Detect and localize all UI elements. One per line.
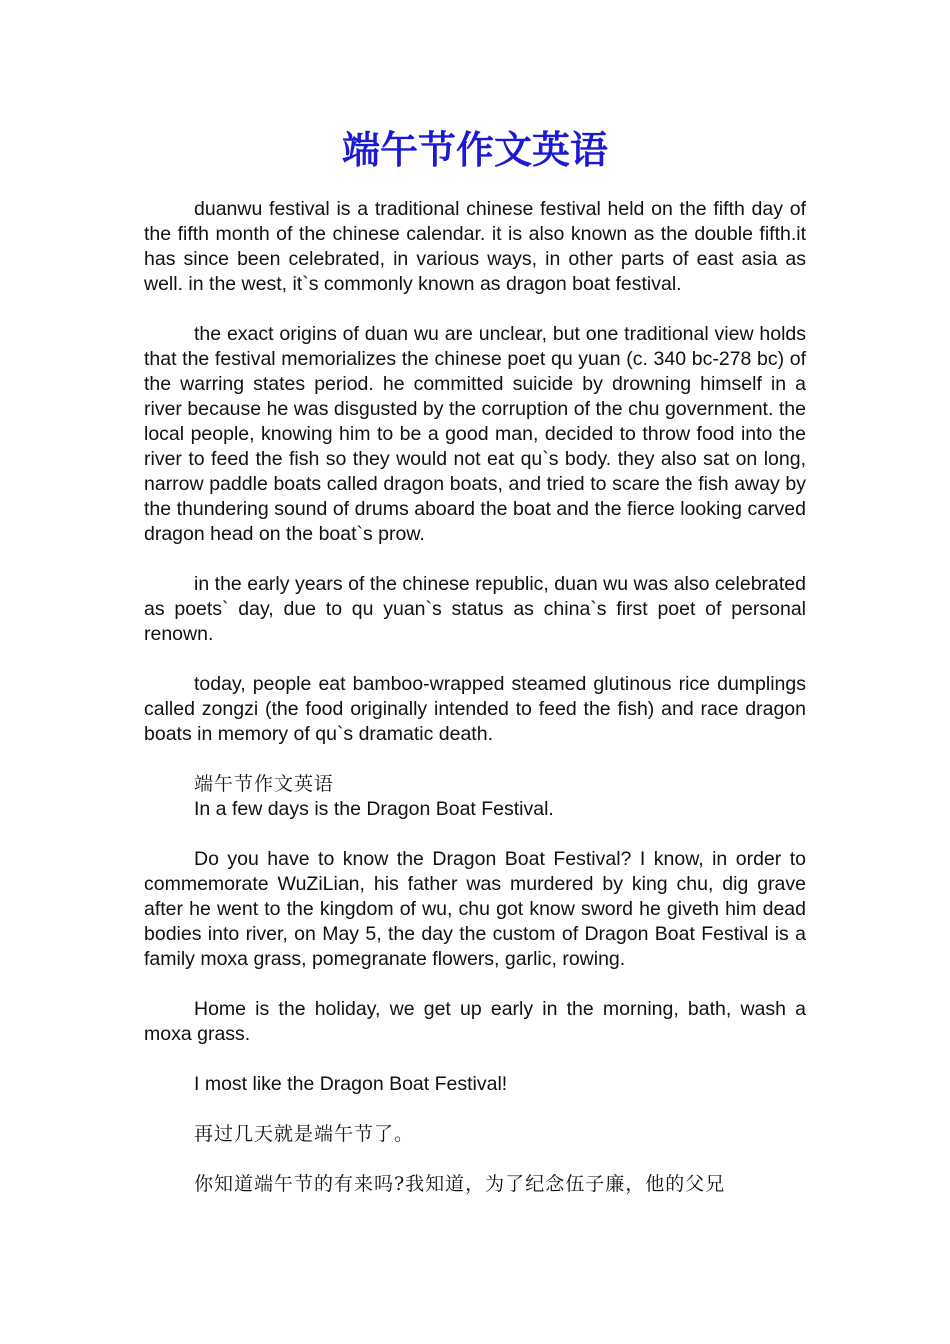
paragraph-chinese-know: 你知道端午节的有来吗?我知道，为了纪念伍子廉，他的父兄 [194,1173,726,1195]
paragraph-republic: in the early years of the chinese republic, duan wu was also celebrated as poets` day, due to qu yuan`s status as china`s first poet of personal renown. [144,573,806,645]
document-title: 端午节作文英语 [341,127,608,172]
paragraph-origins: the exact origins of duan wu are unclear, but one traditional view holds that the festival memorializes the chinese poet qu yuan (c. 340 bc-278 bc) of the warring states period. he committed suicide by drowning himself in a river because he was disgusted by the corruption of the chu government. the local people, knowing him to be a good man, decided to throw food into the river to feed the fish so they would not eat qu`s body. they also sat on long, narrow paddle boats called dragon boats, and tried to scare the fish away by the thundering sound of drums aboard the boat and the fierce looking carved dragon head on the boat`s prow. [144,323,806,545]
paragraph-most-like: I most like the Dragon Boat Festival! [194,1073,508,1095]
document-body [144,197,806,1222]
paragraph-today: today, people eat bamboo-wrapped steamed glutinous rice dumplings called zongzi (the food originally intended to feed the fish) and race dragon boats in memory of qu`s dramatic death. [144,673,806,745]
paragraph-few-days: In a few days is the Dragon Boat Festival. [194,798,554,820]
paragraph-know-festival: Do you have to know the Dragon Boat Festival? I know, in order to commemorate WuZiLian, his father was murdered by king chu, dig grave after he went to the kingdom of wu, chu got know sword he giveth him dead bodies into river, on May 5, the day the custom of Dragon Boat Festival is a family moxa grass, pomegranate flowers, garlic, rowing. [144,848,806,970]
paragraph-holiday: Home is the holiday, we get up early in the morning, bath, wash a moxa grass. [144,998,806,1045]
chinese-subtitle: 端午节作文英语 [194,773,335,795]
paragraph-intro: duanwu festival is a traditional chinese festival held on the fifth day of the fifth month of the chinese calendar. it is also known as the double fifth.it has since been celebrated, in various ways, in other parts of east asia as well. in the west, it`s commonly known as dragon boat festival. [144,198,806,295]
paragraph-chinese-few-days: 再过几天就是端午节了。 [194,1123,415,1145]
